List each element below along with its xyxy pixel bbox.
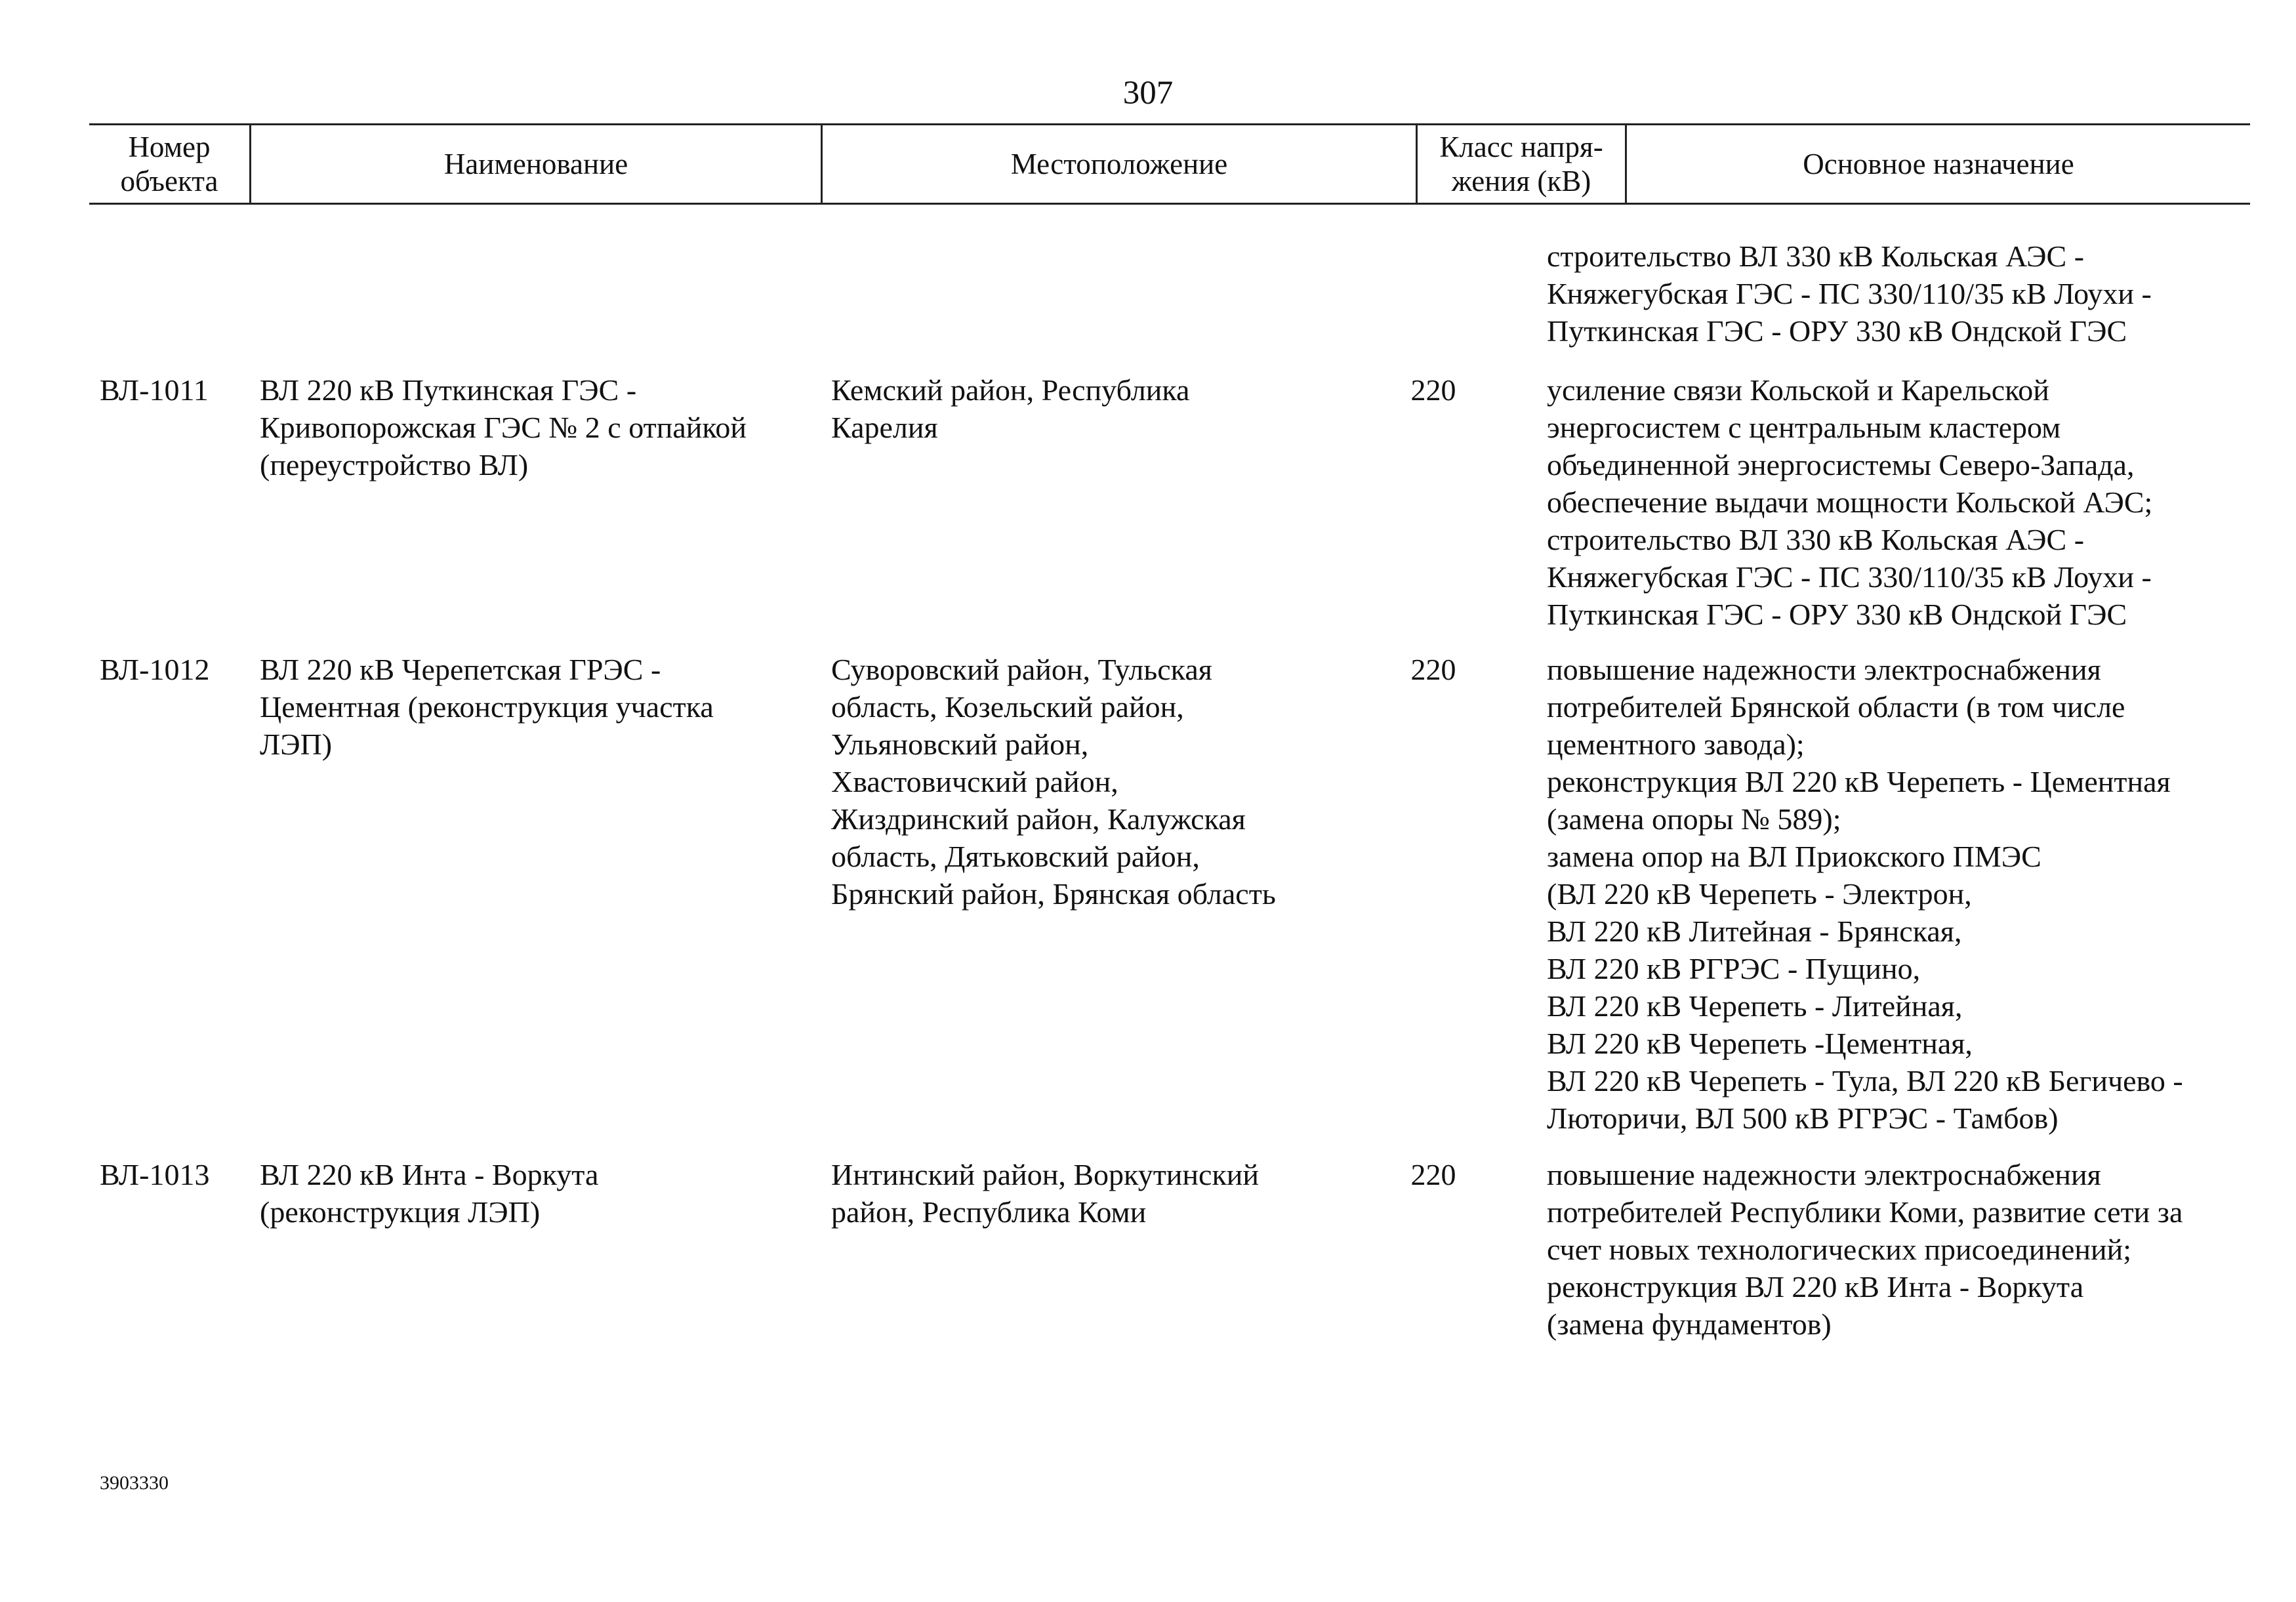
table-header xyxy=(89,123,2250,205)
header-name: Наименование xyxy=(251,125,823,203)
object-number-cell: ВЛ-1012 xyxy=(100,653,210,686)
purpose-cell: усиление связи Кольской и Карельской энергосистем с центральным кластером объединенной энергосистемы Северо-Запада, обеспечение выдачи мощности Кольской АЭС; строительство ВЛ 330 кВ Кольская АЭС - Княжегубская ГЭС - ПС 330/110/35 кВ Лоухи - Путкинская ГЭС - ОРУ 330 кВ Ондской ГЭС xyxy=(1547,373,2153,631)
header-purpose: Основное назначение xyxy=(1803,148,2074,180)
header-number: Номер объекта xyxy=(89,125,251,203)
location-cell: Суворовский район, Тульская область, Козельский район, Ульяновский район, Хвастовичский район, Жиздринский район, Калужская область, Дятьковский район, Брянский район, Брянская область xyxy=(831,653,1276,911)
document-code: 3903330 xyxy=(100,1472,169,1494)
name-cell: ВЛ 220 кВ Инта - Воркута (реконструкция ЛЭП) xyxy=(260,1158,599,1229)
header-voltage: Класс напря- жения (кВ) xyxy=(1418,125,1627,203)
object-number-cell: ВЛ-1011 xyxy=(100,373,209,407)
voltage-cell: 220 xyxy=(1410,1158,1456,1191)
name-cell: ВЛ 220 кВ Путкинская ГЭС - Кривопорожская ГЭС № 2 с отпайкой (переустройство ВЛ) xyxy=(260,373,747,482)
purpose-cell: повышение надежности электроснабжения потребителей Брянской области (в том числе цементного завода); реконструкция ВЛ 220 кВ Черепеть - Цементная (замена опоры № 589); замена опор на ВЛ Приокского ПМЭС (ВЛ 220 кВ Черепеть - Электрон, ВЛ 220 кВ Литейная - Брянская, ВЛ 220 кВ РГРЭС - Пущино, ВЛ 220 кВ Черепеть - Литейная, ВЛ 220 кВ Черепеть -Цементная, ВЛ 220 кВ Черепеть - Тула, ВЛ 220 кВ Бегичево - Люторичи, ВЛ 500 кВ РГРЭС - Тамбов) xyxy=(1547,653,2183,1135)
object-number-cell: ВЛ-1013 xyxy=(100,1158,210,1191)
voltage-cell: 220 xyxy=(1410,373,1456,407)
location-cell: Интинский район, Воркутинский район, Республика Коми xyxy=(831,1158,1260,1229)
voltage-cell: 220 xyxy=(1410,653,1456,686)
header-location: Местоположение xyxy=(823,125,1418,203)
purpose-cell: строительство ВЛ 330 кВ Кольская АЭС - Княжегубская ГЭС - ПС 330/110/35 кВ Лоухи - Путкинская ГЭС - ОРУ 330 кВ Ондской ГЭС xyxy=(1547,239,2152,348)
page-number: 307 xyxy=(1122,75,1174,112)
purpose-cell: повышение надежности электроснабжения потребителей Республики Коми, развитие сети за счет новых технологических присоединений; реконструкция ВЛ 220 кВ Инта - Воркута (замена фундаментов) xyxy=(1547,1158,2183,1341)
location-cell: Кемский район, Республика Карелия xyxy=(831,373,1190,444)
name-cell: ВЛ 220 кВ Черепетская ГРЭС - Цементная (реконструкция участка ЛЭП) xyxy=(260,653,714,761)
